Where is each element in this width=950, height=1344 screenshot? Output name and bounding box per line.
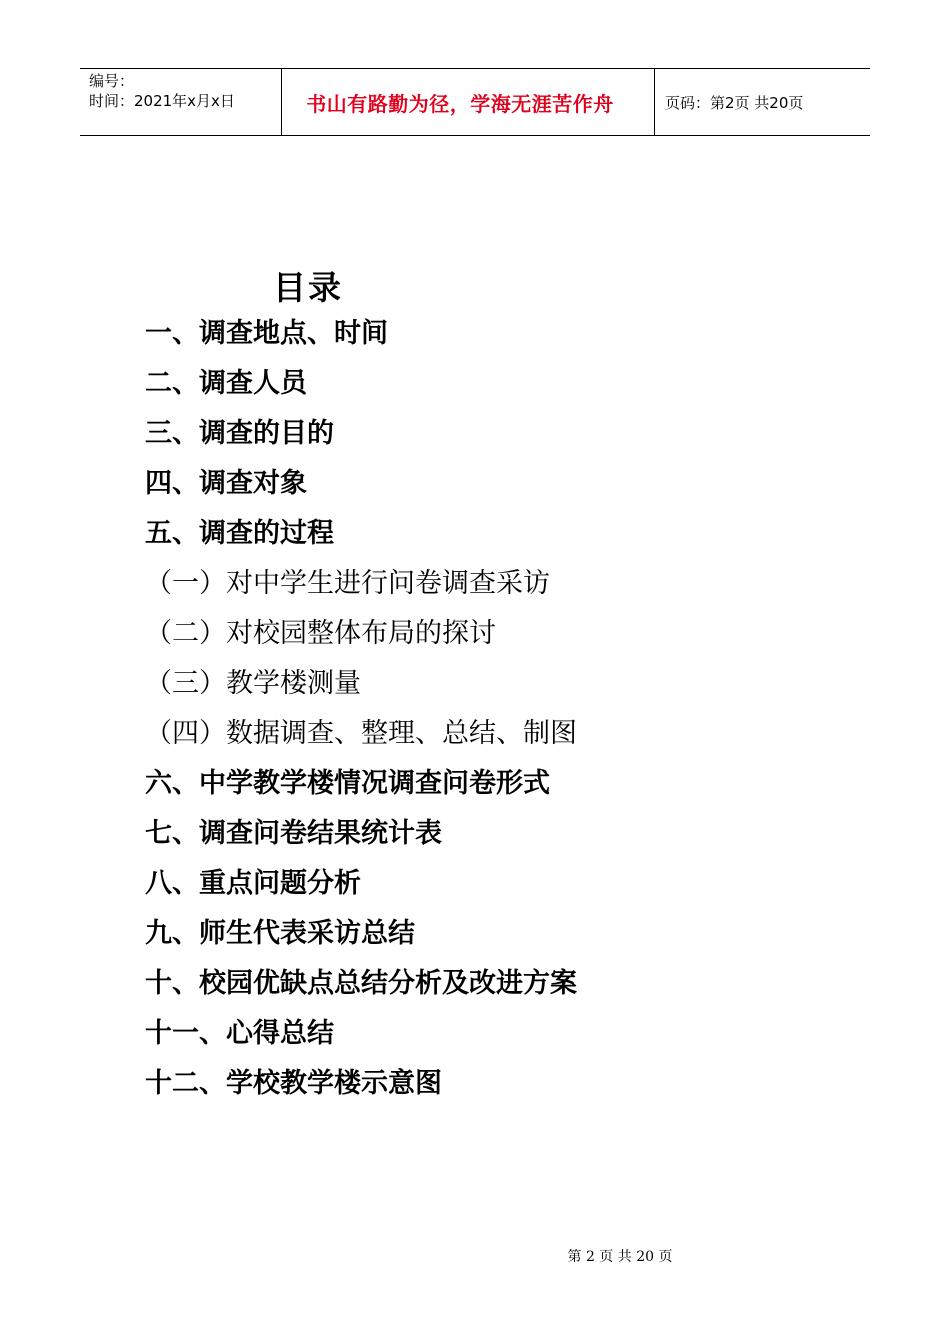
header-meta-cell (80, 69, 282, 135)
page-footer: 第 2 页 共 20 页 (567, 1249, 673, 1265)
toc-item: 二、调查人员 (145, 368, 307, 399)
toc-subitem: （二）对校园整体布局的探讨 (145, 618, 496, 649)
toc-subitem: （一）对中学生进行问卷调查采访 (145, 568, 550, 599)
toc-item: 十二、学校教学楼示意图 (145, 1068, 442, 1099)
header-motto-cell (282, 69, 655, 135)
toc-item: 一、调查地点、时间 (145, 318, 388, 349)
document-number-label: 编号： (89, 72, 135, 90)
toc-title: 目录 (273, 268, 343, 307)
header-motto: 书山有路勤为径，学海无涯苦作舟 (306, 91, 614, 116)
page-header (80, 68, 870, 136)
toc-item: 七、调查问卷结果统计表 (145, 818, 442, 849)
table-of-contents (145, 311, 577, 1111)
header-page-cell (655, 69, 870, 135)
header-page-code: 页码：第2页 共20页 (665, 93, 804, 112)
toc-item: 三、调查的目的 (145, 418, 334, 449)
toc-item: 六、中学教学楼情况调查问卷形式 (145, 768, 550, 799)
toc-item: 十、校园优缺点总结分析及改进方案 (145, 968, 577, 999)
toc-item: 八、重点问题分析 (145, 868, 361, 899)
toc-item: 五、调查的过程 (145, 518, 334, 549)
toc-subitem: （三）教学楼测量 (145, 668, 361, 699)
toc-subitem: （四）数据调查、整理、总结、制图 (145, 718, 577, 749)
toc-item: 十一、心得总结 (145, 1018, 334, 1049)
toc-item: 四、调查对象 (145, 468, 307, 499)
toc-item: 九、师生代表采访总结 (145, 918, 415, 949)
document-time-label: 时间：2021年x月x日 (89, 92, 235, 110)
